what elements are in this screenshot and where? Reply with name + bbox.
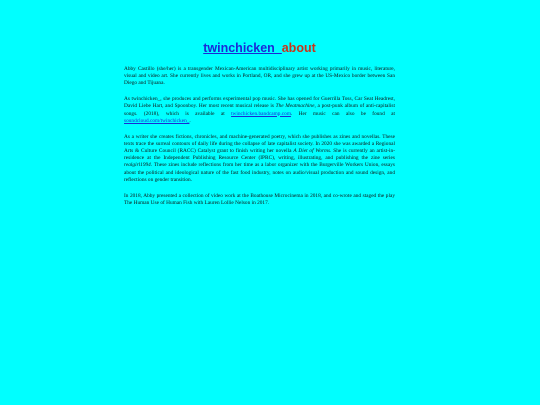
video-text: In 2018, Abby presented a collection of video work at the Boathouse Microcinema in 2018, and co-wrote and staged the play The Human Use of Human Fish with Lauren Lollie Nelson in 2017. bbox=[124, 192, 395, 206]
writing-text-b: . She is currently an artist-in-residence at the Independent Publishing Resource Center (IPRC), writing, illustrating, and publishing the zine series bbox=[124, 148, 395, 162]
site-name: twinchicken_ bbox=[203, 41, 282, 55]
writing-text-a: As a writer she creates fictions, chronicles, and machine-generated poetry, which she publishes as zines and novellas. These texts trace the surreal contours of daily life during the collapse of late capitalist society. In 2020 she was awarded a Regional Arts & Culture Council (RACC) Catalyst grant to finish writing her novella bbox=[124, 133, 395, 155]
bio-paragraph-music bbox=[124, 96, 395, 125]
writing-text-c: . These zines include reflections from her time as a labor organizer with the Burgerville Workers Union, essays about the political and ideological nature of the fast food industry, notes on audio/visual production and sound design, and reflections on gender transition. bbox=[124, 162, 395, 183]
soundcloud-link[interactable]: soundcloud.com/twinchicken_ bbox=[124, 117, 190, 124]
page-title bbox=[124, 41, 395, 56]
bio-paragraph-intro bbox=[124, 66, 395, 88]
bio-paragraph-writing bbox=[124, 134, 395, 184]
intro-text: Abby Castillo (she/her) is a transgender Mexican-American multidisciplinary artist working primarily in music, literature, visual and video art. She currently lives and works in Portland, OR, and she grew up at the US-Mexico border between San Diego and Tijuana. bbox=[124, 66, 395, 87]
bio-paragraph-video bbox=[124, 193, 395, 207]
novella-title: A Diet of Worms bbox=[293, 148, 331, 155]
bandcamp-link[interactable]: twinchicken.bandcamp.com bbox=[231, 110, 291, 117]
music-text-d: . bbox=[189, 117, 191, 124]
music-text-c: . Her music can also be found at bbox=[290, 110, 395, 117]
about-page bbox=[124, 41, 395, 216]
album-title: The Meatmachine bbox=[275, 103, 315, 110]
zine-title: realgirl1994 bbox=[124, 162, 151, 169]
page-name: about bbox=[281, 41, 316, 55]
music-text-a: As twinchicken_, she produces and performs experimental pop music. She has opened for Guerrilla Toss, Car Seat Headrest, David Liebe Hart, and Spoonboy. Her most recent musical release is bbox=[124, 96, 395, 110]
music-text-b: , a post-punk album of anti-capitalist songs. (2018), which is available at bbox=[124, 103, 395, 117]
